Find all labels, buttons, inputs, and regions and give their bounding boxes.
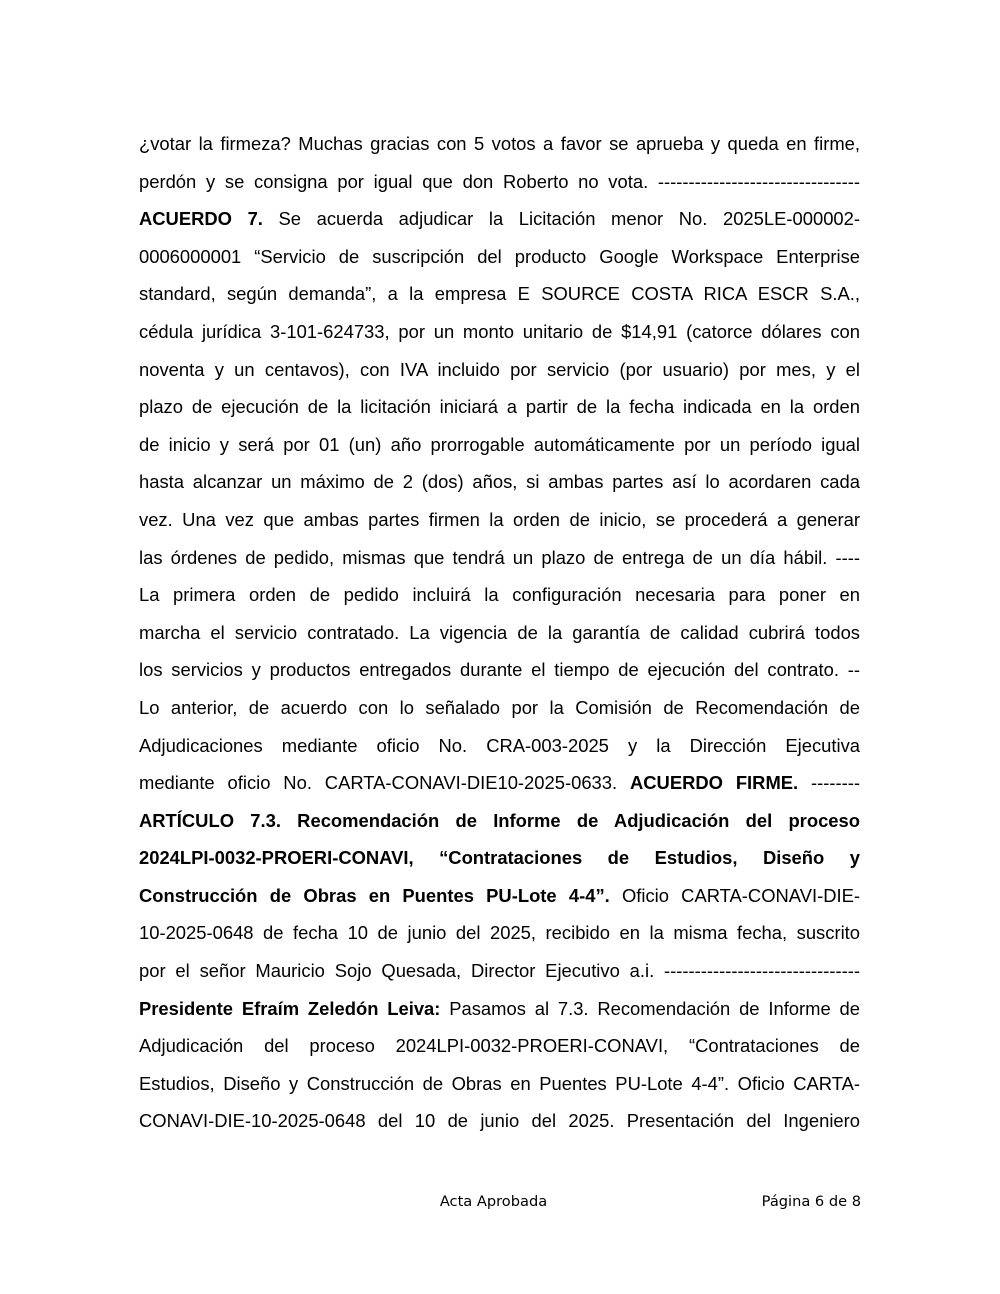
bold-text-segment: ACUERDO FIRME. [629,772,799,794]
text-line [139,275,860,313]
text-segment: Pasamos al 7.3. Recomendación de Informe de [440,997,860,1019]
text-line [139,539,860,577]
text-segment: Adjudicaciones mediante oficio No. CRA-003-2025 y la Dirección Ejecutiva [139,734,860,756]
text-line [139,313,860,351]
text-line [139,764,860,802]
text-line [139,689,860,727]
text-line [139,125,860,163]
text-line [139,200,860,238]
text-line [139,576,860,614]
bold-text-segment: Presidente Efraím Zeledón Leiva: [139,997,441,1019]
bold-text-segment: ARTÍCULO 7.3. Recomendación de Informe de Adjudicación del proceso [139,809,860,831]
text-segment: de inicio y será por 01 (un) año prorrogable automáticamente por un período igual [139,433,860,455]
text-segment: ¿votar la firmeza? Muchas gracias con 5 votos a favor se aprueba y queda en firme, [139,133,860,154]
text-line [139,802,860,840]
text-line [139,839,860,877]
text-segment: perdón y se consigna por igual que don Roberto no vota. --------------------------------- [139,170,860,192]
text-segment: noventa y un centavos), con IVA incluido por servicio (por usuario) por mes, y el [139,358,860,380]
text-segment: los servicios y productos entregados durante el tiempo de ejecución del contrato. -- [139,659,860,681]
text-segment: Estudios, Diseño y Construcción de Obras en Puentes PU-Lote 4-4”. Oficio CARTA- [139,1072,860,1094]
text-segment: vez. Una vez que ambas partes firmen la orden de inicio, se procederá a generar [139,508,860,530]
text-line [139,426,860,464]
text-line [139,238,860,276]
bold-text-segment: 2024LPI-0032-PROERI-CONAVI, “Contrataciones de Estudios, Diseño y [139,847,860,869]
text-segment: 0006000001 “Servicio de suscripción del producto Google Workspace Enterprise [139,245,860,267]
text-segment: standard, según demanda”, a la empresa E SOURCE COSTA RICA ESCR S.A., [139,283,860,305]
text-segment: plazo de ejecución de la licitación iniciará a partir de la fecha indicada en la orden [139,396,860,418]
text-segment: -------- [798,772,861,794]
text-segment: 10-2025-0648 de fecha 10 de junio del 2025, recibido en la misma fecha, suscrito [139,922,860,944]
text-segment: mediante oficio No. CARTA-CONAVI-DIE10-2025-0633. [139,772,630,794]
text-line [139,651,860,689]
text-segment: Oficio CARTA-CONAVI-DIE- [609,884,860,906]
text-segment: las órdenes de pedido, mismas que tendrá un plazo de entrega de un día hábil. ---- [139,546,860,568]
text-line [139,501,860,539]
text-line [139,614,860,652]
text-line [139,990,860,1028]
text-segment: Se acuerda adjudicar la Licitación menor No. 2025LE-000002- [262,208,860,230]
text-segment: hasta alcanzar un máximo de 2 (dos) años, si ambas partes así lo acordaren cada [139,471,860,493]
text-line [139,1065,860,1103]
text-segment: CONAVI-DIE-10-2025-0648 del 10 de junio del 2025. Presentación del Ingeniero [139,1110,860,1132]
text-line [139,463,860,501]
text-line [139,388,860,426]
footer-page-number: Página 6 de 8 [761,1193,861,1210]
text-line [139,952,860,990]
text-segment: Adjudicación del proceso 2024LPI-0032-PROERI-CONAVI, “Contrataciones de [139,1035,860,1057]
text-segment: marcha el servicio contratado. La vigencia de la garantía de calidad cubrirá todos [139,621,860,643]
text-line [139,914,860,952]
text-segment: por el señor Mauricio Sojo Quesada, Director Ejecutivo a.i. -------------------------------- [139,960,860,982]
bold-text-segment: Construcción de Obras en Puentes PU-Lote 4-4”. [139,884,610,906]
text-line [139,727,860,765]
text-segment: cédula jurídica 3-101-624733, por un monto unitario de $14,91 (catorce dólares con [139,320,860,342]
text-line [139,1102,860,1140]
bold-text-segment: ACUERDO 7. [139,208,263,230]
document-body [139,125,860,1140]
text-line [139,351,860,389]
text-line [139,1027,860,1065]
text-segment: Lo anterior, de acuerdo con lo señalado por la Comisión de Recomendación de [139,696,860,718]
text-segment: La primera orden de pedido incluirá la configuración necesaria para poner en [139,584,860,606]
text-line [139,163,860,201]
footer-document-status: Acta Aprobada [439,1193,548,1210]
text-line [139,877,860,915]
